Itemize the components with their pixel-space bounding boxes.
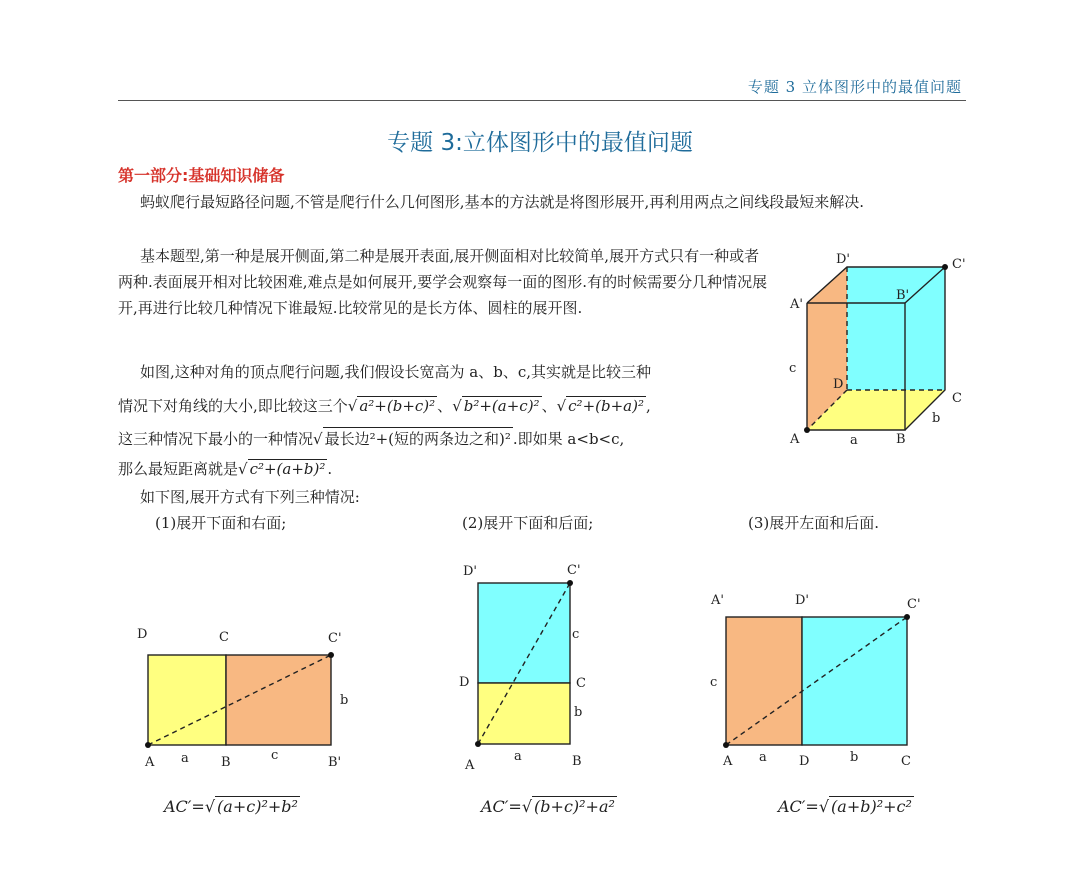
label: C xyxy=(901,754,911,769)
label: C' xyxy=(328,631,342,646)
radical-4: 最长边²+(短的两条边之和)² xyxy=(323,427,513,449)
label: A xyxy=(465,758,475,770)
label: C xyxy=(576,676,586,691)
running-head: 专题 3 立体图形中的最值问题 xyxy=(747,78,962,96)
paragraph-3-line-4: 那么最短距离就是√ c²+(a+b)² . xyxy=(118,460,333,478)
label: c xyxy=(572,627,580,642)
label: D' xyxy=(836,252,850,267)
formula-2: AC′=√ (b+c)²+a² xyxy=(481,797,615,816)
label: D xyxy=(833,377,844,392)
radical-5: c²+(a+b)² xyxy=(249,460,326,478)
net2-bottom-face xyxy=(478,683,570,744)
radical-1: a²+(b+c)² xyxy=(359,397,436,415)
label: D xyxy=(459,675,470,690)
point-C1 xyxy=(567,580,573,586)
label: B' xyxy=(896,288,910,303)
label: b xyxy=(850,750,859,765)
case-3-label: (3)展开左面和后面. xyxy=(748,514,880,532)
case-2-label: (2)展开下面和后面; xyxy=(462,514,594,532)
formula-1: AC′=√ (a+c)²+b² xyxy=(164,797,298,816)
label: a xyxy=(181,751,189,766)
label: b xyxy=(340,693,349,708)
label: a xyxy=(759,750,767,765)
page-title: 专题 3:立体图形中的最值问题 xyxy=(387,130,693,156)
net-2-figure xyxy=(450,560,600,770)
label: a xyxy=(514,749,522,764)
net1-right-face xyxy=(226,655,331,745)
point-C1 xyxy=(942,264,948,270)
label: D xyxy=(137,627,148,642)
label: b xyxy=(932,411,941,426)
label: D' xyxy=(795,593,809,608)
net-3-figure xyxy=(700,585,940,775)
point-C1 xyxy=(904,614,910,620)
label: B xyxy=(896,432,906,447)
point-C1 xyxy=(328,652,334,658)
label: A xyxy=(790,432,800,447)
case-1-label: (1)展开下面和右面; xyxy=(155,514,287,532)
net2-back-face xyxy=(478,583,570,683)
label: B xyxy=(572,754,582,769)
cube-back-face xyxy=(847,267,945,390)
paragraph-4: 如下图,展开方式有下列三种情况: xyxy=(140,488,360,506)
cuboid-figure xyxy=(780,245,980,455)
label: C' xyxy=(907,597,921,612)
radical-3: c²+(b+a)² xyxy=(568,397,644,415)
paragraph-3-line-1: 如图,这种对角的顶点爬行问题,我们假设长宽高为 a、b、c,其实就是比较三种 xyxy=(140,363,652,381)
label: C xyxy=(219,630,229,645)
label: c xyxy=(271,748,279,763)
label: c xyxy=(710,675,718,690)
label: D' xyxy=(463,564,477,579)
radical-2: b²+(a+c)² xyxy=(463,397,540,415)
section-title: 第一部分:基础知识储备 xyxy=(118,166,285,185)
label: C xyxy=(952,391,962,406)
point-A xyxy=(723,742,729,748)
paragraph-3-line-3: 这三种情况下最小的一种情况√ 最长边²+(短的两条边之和)² .即如果 a<b<c, xyxy=(118,427,624,449)
point-A xyxy=(145,742,151,748)
label: B' xyxy=(328,755,342,770)
label: b xyxy=(574,705,583,720)
paragraph-1: 蚂蚁爬行最短路径问题,不管是爬行什么几何图形,基本的方法就是将图形展开,再利用两点之间线段最短来解决. xyxy=(140,193,865,211)
formula-3: AC′=√ (a+b)²+c² xyxy=(778,797,912,816)
label: A' xyxy=(711,593,724,608)
paragraph-2: 基本题型,第一种是展开侧面,第二种是展开表面,展开侧面相对比较简单,展开方式只有一种或者两种.表面展开相对比较困难,难点是如何展开,要学会观察每一面的图形.有的时候需要分几种情况展开,再进行比较几种情况下谁最短.比较常见的是长方体、圆柱的展开图. xyxy=(118,247,768,317)
label: A xyxy=(145,755,155,770)
label: C' xyxy=(567,563,581,578)
point-A xyxy=(804,427,810,433)
net1-bottom-face xyxy=(148,655,226,745)
label: D xyxy=(799,754,810,769)
paragraph-3-line-2: 情况下对角线的大小,即比较这三个√ a²+(b+c)² 、√ b²+(a+c)² 、√ c²+(b+a)² , xyxy=(118,397,651,415)
label: a xyxy=(850,433,858,448)
point-A xyxy=(475,741,481,747)
label: A xyxy=(723,754,733,769)
net-1-figure xyxy=(130,620,360,780)
label: B xyxy=(221,755,231,770)
header-rule xyxy=(118,100,966,101)
net3-left-face xyxy=(726,617,802,745)
label: A' xyxy=(790,297,803,312)
net3-back-face xyxy=(802,617,907,745)
label: c xyxy=(789,361,797,376)
label: C' xyxy=(952,257,966,272)
